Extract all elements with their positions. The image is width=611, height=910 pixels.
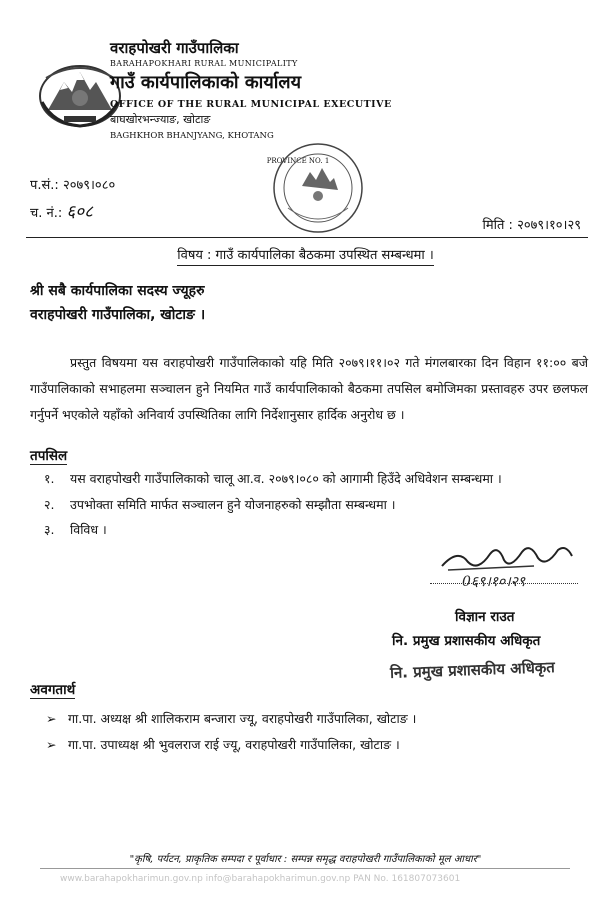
list-item-text: उपभोक्ता समिति मार्फत सञ्चालन हुने योजनाहरुको सम्झौता सम्बन्धमा । [70,497,396,512]
list-item-number: ३. [44,522,55,537]
address-nepali: बाघखोरभन्ज्याङ, खोटाङ [110,113,211,126]
office-round-stamp-icon [268,138,368,238]
footer-motto: "कृषि, पर्यटन, प्राकृतिक सम्पदा र पूर्वाधार : सम्पन्न समृद्ध वराहपोखरी गाउँपालिकाको मूल आधार" [129,854,482,865]
address-english: BAGHKHOR BHANJYANG, KHOTANG [110,131,274,141]
cha-na-value: ६०८ [66,202,93,222]
province-label: PROVINCE NO. 1 [266,157,330,165]
list-item [44,470,502,487]
cc-item [46,736,400,753]
list-item-number: २. [44,497,55,512]
recipient-line-1: श्री सबै कार्यपालिका सदस्य ज्यूहरु [30,283,205,299]
municipality-name-nepali: वराहपोखरी गाउँपालिका [110,39,239,57]
handwritten-date: 0६९।१०।२९ [462,574,526,590]
reference-cha-na [30,199,93,222]
office-name-english: OFFICE OF THE RURAL MUNICIPAL EXECUTIVE [110,99,392,110]
tapasil-heading: तपसिल [30,448,68,464]
list-item [44,521,107,538]
reference-pa-sa [30,175,115,193]
handwritten-signature [438,540,578,576]
header-divider [26,237,588,238]
office-name-nepali: गाउँ कार्यपालिकाको कार्यालय [110,72,302,93]
footer-contact-watermark: www.barahapokharimun.gov.np info@barahapokharimun.gov.np PAN No. 161807073601 [60,874,461,884]
signature-dotted-line [430,583,578,584]
list-item [44,496,396,513]
subject-line [0,245,611,263]
list-item-number: १. [44,471,55,486]
recipient-line-2: वराहपोखरी गाउँपालिका, खोटाङ । [30,307,206,323]
signatory-name: विज्ञान राउत [455,609,515,625]
cc-heading: अवगतार्थ [30,682,76,698]
pa-sa-label: प.सं.: [30,178,59,193]
pa-sa-value: २०७९।०८० [62,178,116,193]
footer-divider [40,868,570,869]
arrow-bullet-icon: ➢ [46,737,57,752]
body-paragraph: प्रस्तुत विषयमा यस वराहपोखरी गाउँपालिकाको यहि मिति २०७९।११।०२ गते मंगलबारका दिन विहान ११:०० बजे गाउँपालिकाको सभाहलमा सञ्चालन हुने नियमित गाउँ कार्यपालिकाको बैठकमा तपसिल बमोजिमका प्रस्तावहरु उपर छलफल गर्नुपर्ने भएकोले यहाँको अनिवार्य उपस्थितिका लागि निर्देशानुसार हार्दिक अनुरोध छ । [30,355,588,422]
letter-date: मिति : २०७९।१०।२९ [482,218,581,233]
designation-stamp: नि. प्रमुख प्रशासकीय अधिकृत [389,658,556,682]
cc-item [46,710,416,727]
subject-text: विषय : गाउँ कार्यपालिका बैठकमा उपस्थित सम्बन्धमा । [177,248,434,266]
arrow-bullet-icon: ➢ [46,711,57,726]
signatory-title: नि. प्रमुख प्रशासकीय अधिकृत [392,633,541,649]
list-item-text: विविध । [70,522,107,537]
cc-item-text: गा.पा. उपाध्यक्ष श्री भुवलराज राई ज्यू, वराहपोखरी गाउँपालिका, खोटाङ । [68,737,400,752]
municipality-name-english: BARAHAPOKHARI RURAL MUNICIPALITY [110,59,298,68]
cha-na-label: च. नं.: [30,206,63,221]
list-item-text: यस वराहपोखरी गाउँपालिकाको चालू आ.व. २०७९।०८० को आगामी हिउँदे अधिवेशन सम्बन्धमा । [70,471,502,486]
cc-item-text: गा.पा. अध्यक्ष श्री शालिकराम बन्जारा ज्यू, वराहपोखरी गाउँपालिका, खोटाङ । [68,711,417,726]
